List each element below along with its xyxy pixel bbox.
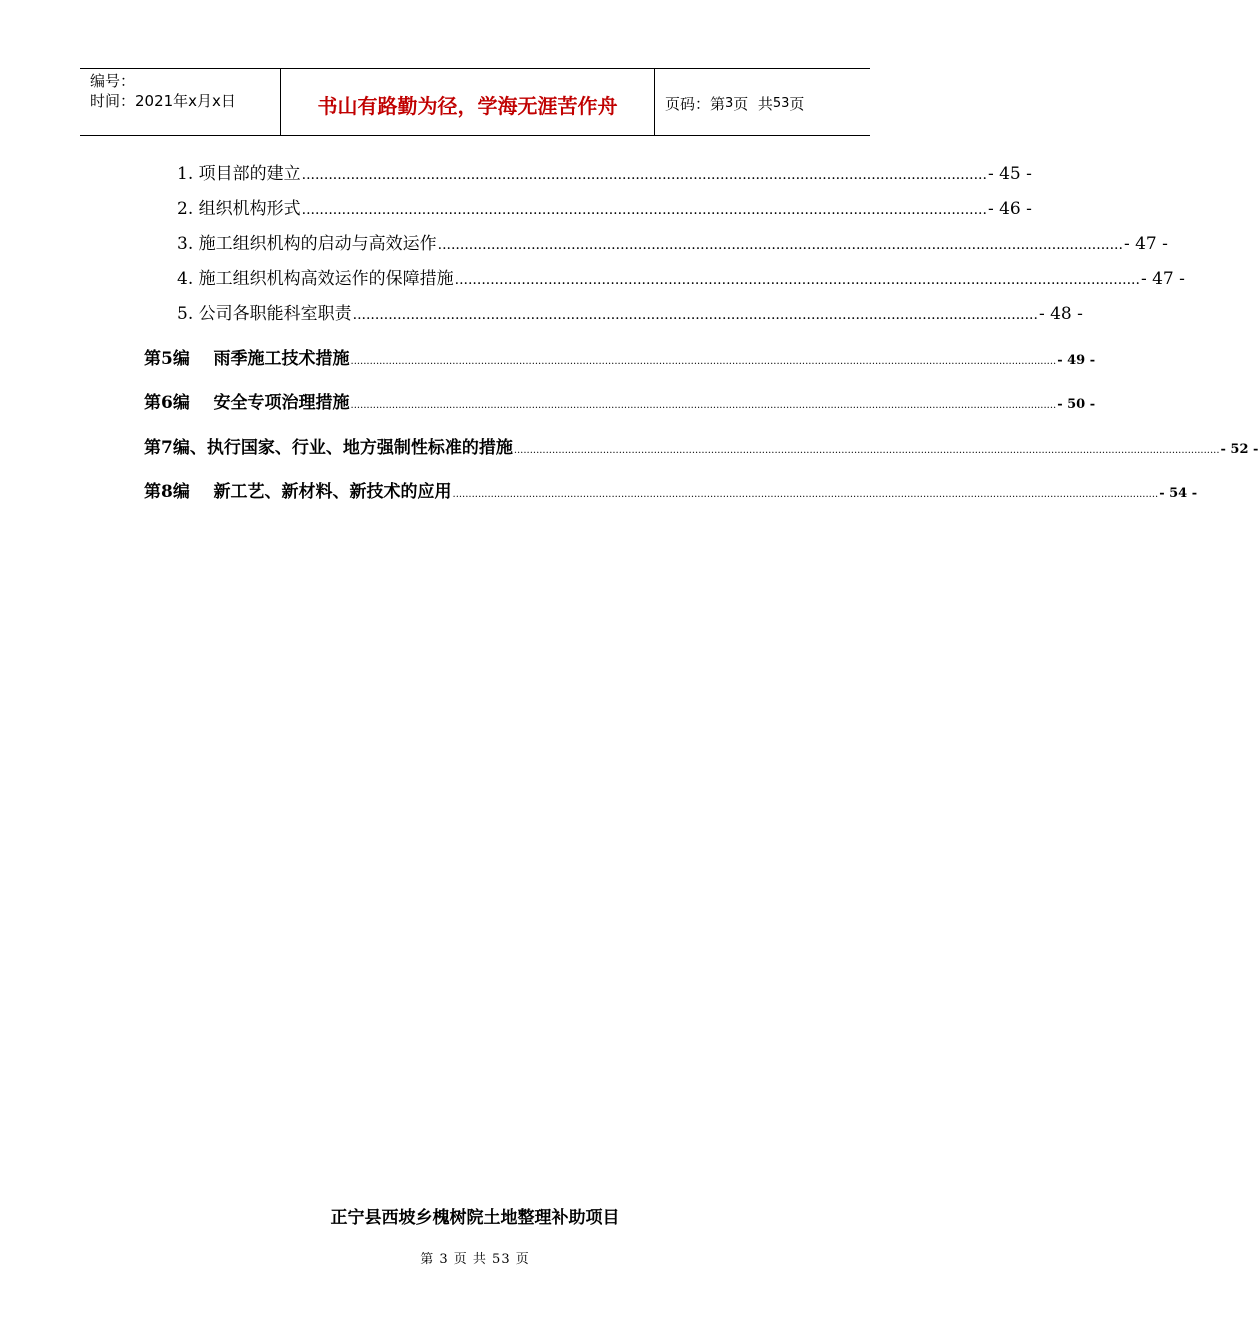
toc-entry-page: - 47 - bbox=[1123, 234, 1168, 254]
time-label: 时间：2021年x月x日 bbox=[90, 92, 236, 110]
page-header bbox=[80, 68, 870, 136]
toc-entry-page: - 46 - bbox=[987, 199, 1032, 219]
page-suffix: 页 bbox=[789, 94, 805, 113]
footer-page-number: 第 3 页 共 53 页 bbox=[420, 1252, 530, 1267]
toc-entry[interactable] bbox=[177, 194, 1032, 219]
page-prefix: 页码：第 bbox=[665, 94, 726, 113]
toc-chapter-page: - 52 - bbox=[1220, 442, 1258, 457]
toc-entry[interactable] bbox=[177, 299, 1083, 324]
serial-label: 编号： bbox=[90, 72, 136, 90]
toc-leader-dots: .............................................................................................................................................................................................................................. bbox=[350, 400, 1057, 411]
header-info-cell bbox=[80, 69, 281, 135]
page-mid: 页 共 bbox=[733, 94, 773, 113]
page-total: 53 bbox=[772, 95, 790, 111]
toc-chapter-page: - 49 - bbox=[1057, 353, 1096, 368]
toc-entry-page: - 45 - bbox=[987, 164, 1032, 184]
toc-entry-title: 3. 施工组织机构的启动与高效运作 bbox=[177, 234, 437, 254]
toc-chapter-title: 第8编 新工艺、新材料、新技术的应用 bbox=[144, 482, 452, 502]
toc-chapter-page: - 50 - bbox=[1057, 397, 1096, 412]
toc-entry[interactable] bbox=[177, 159, 1032, 184]
toc-leader-dots: .............................................................................................................................................................................................................................. bbox=[513, 445, 1220, 456]
toc-entry[interactable] bbox=[177, 229, 1168, 254]
toc-entry-title: 4. 施工组织机构高效运作的保障措施 bbox=[177, 269, 454, 289]
page-current: 3 bbox=[725, 95, 734, 111]
toc-leader-dots: .......................................................................................................................................................... bbox=[301, 202, 987, 218]
toc-leader-dots: .......................................................................................................................................................... bbox=[352, 307, 1038, 323]
toc-entry-title: 2. 组织机构形式 bbox=[177, 199, 301, 219]
toc-leader-dots: .......................................................................................................................................................... bbox=[437, 237, 1123, 253]
toc-leader-dots: .............................................................................................................................................................................................................................. bbox=[350, 356, 1057, 367]
toc-entry-page: - 48 - bbox=[1038, 304, 1083, 324]
toc-entry-page: - 47 - bbox=[1140, 269, 1185, 289]
toc-leader-dots: .......................................................................................................................................................... bbox=[454, 272, 1140, 288]
toc-chapter-entry[interactable] bbox=[144, 433, 1258, 458]
toc-entry[interactable] bbox=[177, 264, 1185, 289]
header-page-number bbox=[655, 69, 870, 135]
toc-entry-title: 1. 项目部的建立 bbox=[177, 164, 301, 184]
toc-chapter-title: 第6编 安全专项治理措施 bbox=[144, 393, 350, 413]
toc-leader-dots: .............................................................................................................................................................................................................................. bbox=[452, 489, 1159, 500]
toc-leader-dots: .......................................................................................................................................................... bbox=[301, 167, 987, 183]
footer-project-title: 正宁县西坡乡槐树院土地整理补助项目 bbox=[330, 1208, 620, 1228]
toc-chapter-page: - 54 - bbox=[1159, 486, 1198, 501]
toc-chapter-title: 第5编 雨季施工技术措施 bbox=[144, 349, 350, 369]
header-motto: 书山有路勤为径，学海无涯苦作舟 bbox=[281, 69, 655, 135]
toc-chapter-entry[interactable] bbox=[144, 388, 1096, 413]
toc-chapter-entry[interactable] bbox=[144, 477, 1198, 502]
toc-chapter-entry[interactable] bbox=[144, 344, 1096, 369]
toc-entry-title: 5. 公司各职能科室职责 bbox=[177, 304, 352, 324]
toc-chapter-title: 第7编、执行国家、行业、地方强制性标准的措施 bbox=[144, 438, 513, 458]
